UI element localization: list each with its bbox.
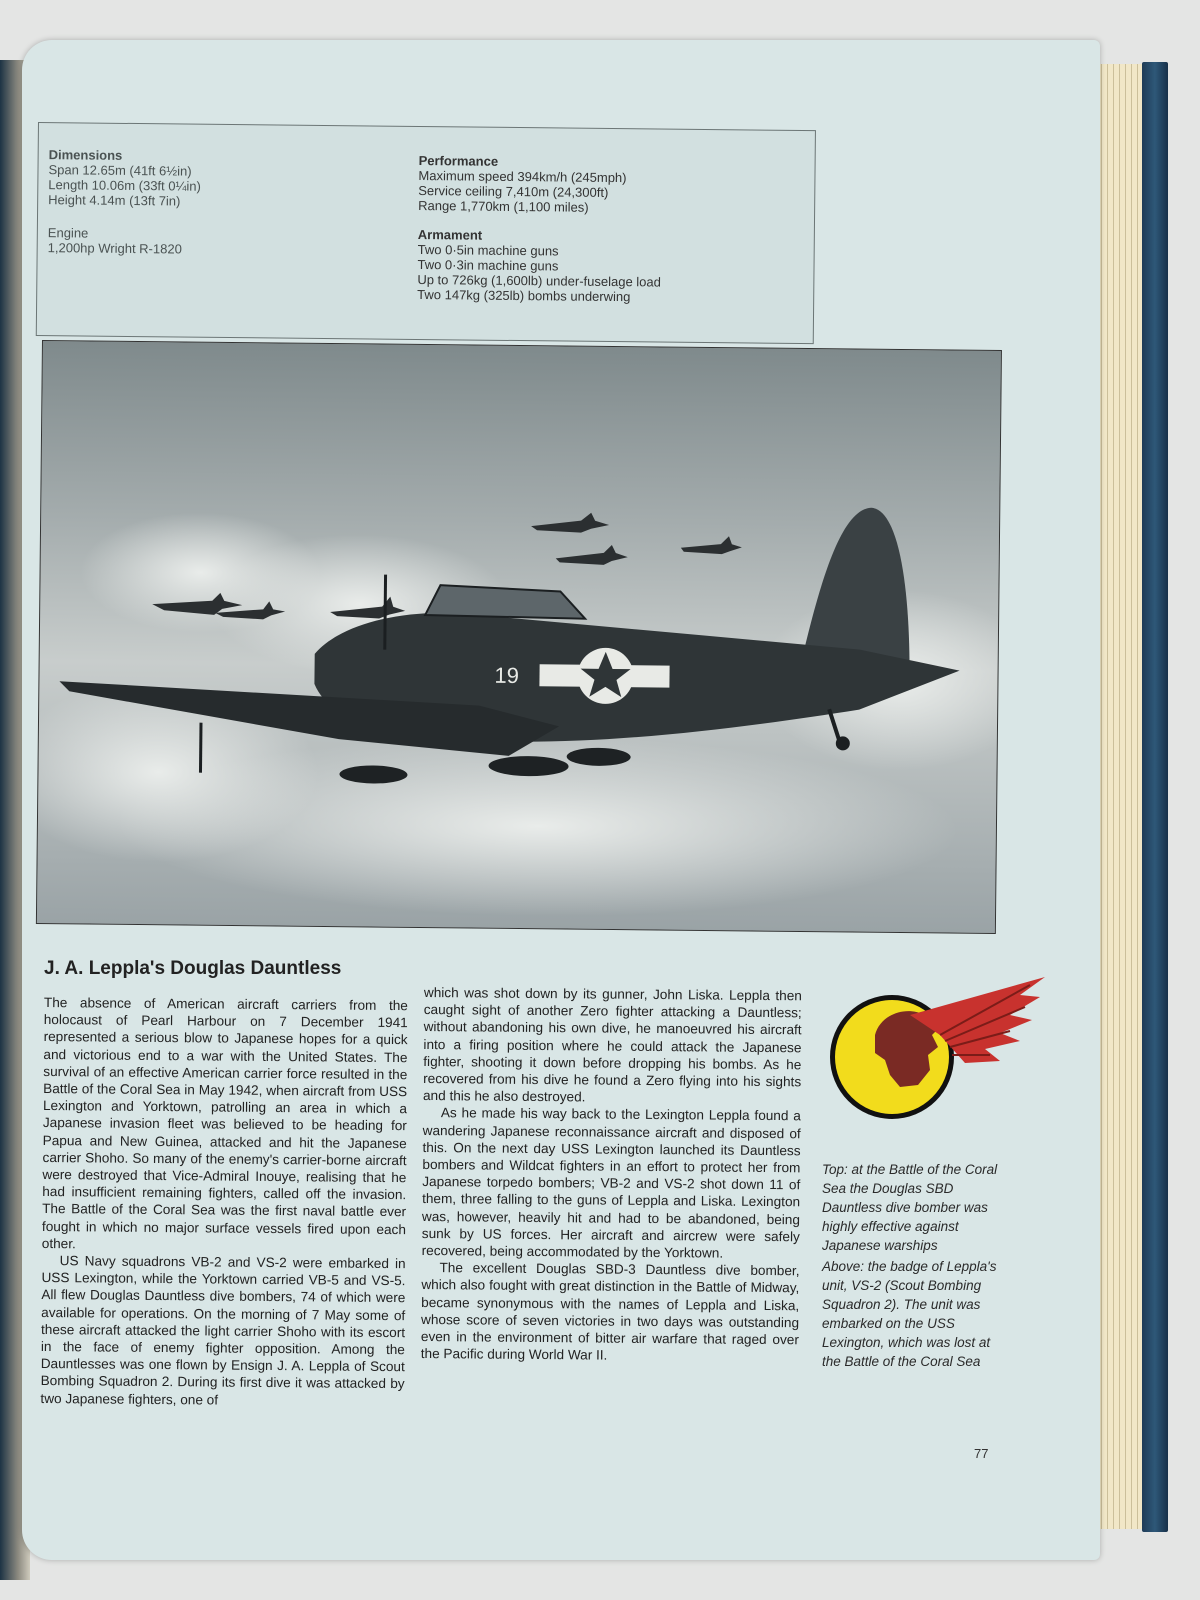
vs2-squadron-badge [820, 975, 1050, 1125]
canopy [425, 585, 585, 619]
caption-above: Above: the badge of Leppla's unit, VS-2 (Scout Bombing Squadron 2). The unit was embarked on the USS Lexington, which was lost at the Battle of the Coral Sea [822, 1259, 997, 1369]
spec-armament-1: Two 0·5in machine guns [417, 241, 559, 259]
antenna-mast [385, 575, 386, 650]
specifications-box [36, 122, 816, 344]
distant-aircraft [681, 536, 742, 555]
specs-right-column [417, 153, 662, 305]
distant-aircraft [556, 544, 628, 565]
spec-span: Span 12.65m (41ft 6½in) [48, 162, 192, 179]
aircraft-photo-illustration [37, 341, 1001, 933]
engine-heading: Engine [47, 225, 89, 241]
article-column-2 [421, 984, 802, 1366]
distant-aircraft [531, 512, 609, 533]
paragraph: US Navy squadrons VB-2 and VS-2 were embarked in USS Lexington, while the Yorktown carried VB-5 and VS-5. All flew Douglas Dauntless dive bombers, 74 of which were available for operations. On the morning of 7 May some of these aircraft attacked the light carrier Shoho with its escort in the face of enemy fighter opposition. Among the Dauntlesses was one flown by Ensign J. A. Leppla of Scout Bombing Squadron 2. During its first dive it was attacked by two Japanese fighters, one of [40, 1253, 406, 1408]
caption-top: Top: at the Battle of the Coral Sea the Douglas SBD Dauntless dive bomber was highly effective against Japanese warships [822, 1162, 998, 1253]
spec-engine: 1,200hp Wright R-1820 [47, 240, 182, 257]
paragraph: The excellent Douglas SBD-3 Dauntless dive bomber, which also fought with great distinction in the Battle of Midway, became synonymous with the names of Leppla and Liska, whose score of seven victories in two days was outstanding even in the environment of bitter air warfare that raged over the Pacific during World War II. [420, 1260, 800, 1363]
book-cover-edge [1142, 62, 1168, 1532]
spec-armament-4: Two 147kg (325lb) bombs underwing [417, 286, 631, 305]
paragraph: The absence of American aircraft carriers from the holocaust of Pearl Harbour on 7 December 1941 represented a serious blow to Japanese hopes for a quick and victorious end to a war with the United States. The survival of an effective American carrier force resulted in the Battle of the Coral Sea in May 1942, when aircraft from USS Lexington and Yorktown, patrolling an area in which a Japanese invasion fleet was believed to be heading for Papua and New Guinea, attacked and hit the Japanese carrier Shoho. So many of the enemy's carrier-borne aircraft were destroyed that Vice-Admiral Inouye, realising that he had insufficient remaining fighters, called off the invasion. The Battle of the Coral Sea was the first naval battle ever fought in which no major surface vessels fired upon each other. [41, 994, 408, 1252]
article-title: J. A. Leppla's Douglas Dauntless [44, 958, 342, 979]
specs-left-column [48, 147, 202, 257]
aircraft-photo [36, 340, 1002, 934]
page-number: 77 [974, 1446, 989, 1461]
article-column-1 [40, 994, 408, 1410]
spec-armament-3: Up to 726kg (1,600lb) under-fuselage load [417, 271, 661, 290]
spec-ceiling: Service ceiling 7,410m (24,300ft) [418, 182, 609, 200]
spec-length: Length 10.06m (33ft 0¼in) [48, 177, 201, 194]
armament-heading: Armament [417, 226, 483, 243]
pitot-tube [200, 723, 201, 773]
figure-caption [822, 1160, 1002, 1373]
paragraph: which was shot down by its gunner, John Liska. Leppla then caught sight of another Zero fighter attacking a Dauntless; without abandoning his own dive, he manoeuvred his aircraft into a firing position where he could attack the Japanese fighter, shooting it down before dropping his bombs. As he recovered from his dive he found a Zero flying into his sights and this he also destroyed. [422, 984, 802, 1105]
spec-range: Range 1,770km (1,100 miles) [418, 197, 589, 215]
spec-height: Height 4.14m (13ft 7in) [48, 192, 181, 209]
spec-max-speed: Maximum speed 394km/h (245mph) [418, 167, 627, 186]
paragraph: As he made his way back to the Lexington Leppla found a wandering Japanese reconnaissance aircraft and disposed of this. On the next day USS Lexington launched its Dauntless bombers and Wildcat fighters in an effort to protect her from Japanese torpedo bombers; VB-2 and VS-2 shot down 11 of them, three falling to the guns of Leppla and Liska. Lexington was, however, heavily hit and had to be abandoned, being sunk by US forces. Her aircraft and aircrew were safely recovered, being accommodated by the Yorktown. [421, 1105, 801, 1261]
dimensions-heading: Dimensions [48, 147, 123, 163]
spec-armament-2: Two 0·3in machine guns [417, 256, 559, 274]
performance-heading: Performance [418, 152, 499, 169]
aircraft-number: 19 [494, 662, 520, 689]
